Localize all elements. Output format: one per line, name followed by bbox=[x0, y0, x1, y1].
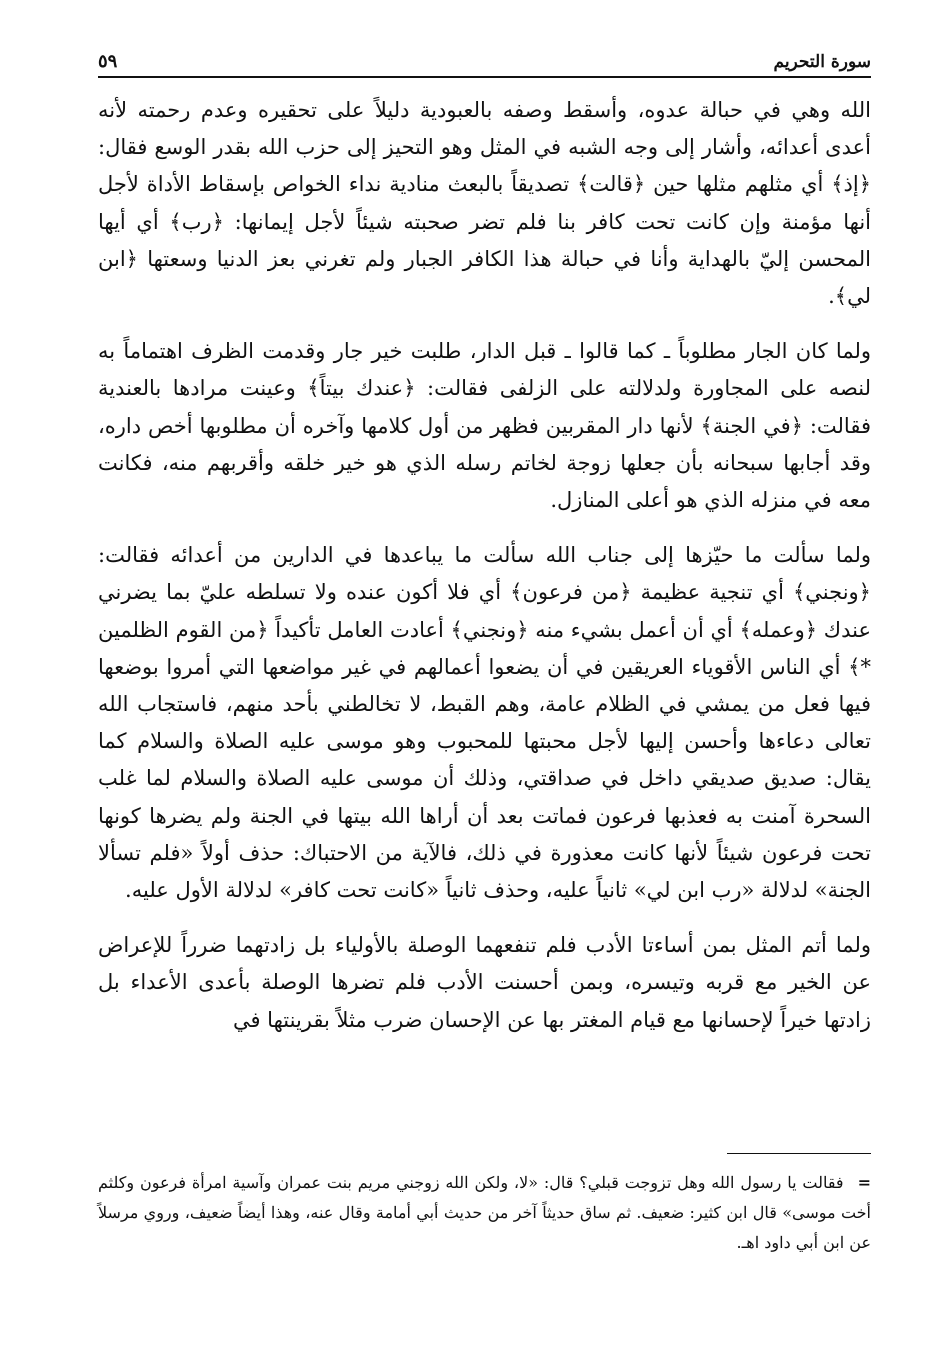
footnote-separator bbox=[727, 1153, 871, 1154]
running-header bbox=[98, 40, 871, 78]
paragraph-2: ولما كان الجار مطلوباً ـ كما قالوا ـ قبل الدار، طلبت خير جار وقدمت الظرف اهتماماً به لنصه على المجاورة ولدلالته على الزلفى فقالت: ﴿عندك بيتاً﴾ وعينت مرادها بالعندية فقالت: ﴿في الجنة﴾ لأنها دار المقربين فظهر من أول كلامها وآخره أن مطلوبها أخص داره، وقد أجابها سبحانه بأن جعلها زوجة لخاتم رسله الذي هو خير خلقه وأقربهم منه، فكانت معه في منزله الذي هو أعلى المنازل. bbox=[98, 339, 871, 513]
paragraph-1: الله وهي في حبالة عدوه، وأسقط وصفه بالعبودية دليلاً على تحقيره وعدم رحمته لأنه أعدى أعدائه، وأشار إلى وجه الشبه في المثل وهو التحيز إلى حزب الله بقدر الوسع فقال: ﴿إذ﴾ أي مثلهم مثلها حين ﴿قالت﴾ تصديقاً بالبعث منادية نداء الخواص بإسقاط الأداة لأجل أنها مؤمنة وإن كانت تحت كافر بنا فلم تضر صحبته شيئاً لأجل إيمانها: ﴿رب﴾ أي أيها المحسن إليّ بالهداية وأنا في حبالة هذا الكافر الجبار ولم تغرني بعز الدنيا وسعتها ﴿ابن لي﴾. bbox=[98, 98, 871, 309]
footnote-continuation-marker: = bbox=[857, 1173, 871, 1192]
page-number: ٥٩ bbox=[98, 51, 118, 72]
surah-title: سورة التحريم bbox=[773, 52, 871, 72]
paragraph-3: ولما سألت ما حيّزها إلى جناب الله سألت ما يباعدها في الدارين من أعدائه فقالت: ﴿ونجني﴾ أي تنجية عظيمة ﴿من فرعون﴾ أي فلا أكون عنده ولا تسلطه عليّ بما يضرني عندك ﴿وعمله﴾ أي أن أعمل بشيء منه ﴿ونجني﴾ أعادت العامل تأكيداً ﴿من القوم الظلمين *﴾ أي الناس الأقوياء العريقين في أن يضعوا أعمالهم في غير مواضعها التي أمروا بوضعها فيها فعل من يمشي في الظلام عامة، وهم القبط، لا تخالطني بأحد منهم، فاستجاب الله تعالى دعاءها وأحسن إليها لأجل محبتها للمحبوب وهو موسى عليه الصلاة والسلام كما يقال: صديق صديقي داخل في صداقتي، وذلك أن موسى عليه الصلاة والسلام لما غلب السحرة آمنت به فعذبها فرعون فماتت بعد أن أراها الله بيتها في الجنة ولم يضرها كونها تحت فرعون شيئاً لأنها كانت معذورة في ذلك، فالآية من الاحتباك: حذف أولاً «فلم تسألا الجنة» لدلالة «رب ابن لي» ثانياً عليه، وحذف ثانياً «كانت تحت كافر» لدلالة الأول عليه. bbox=[98, 543, 871, 903]
main-text bbox=[98, 92, 871, 1039]
footnote-text: فقالت يا رسول الله وهل تزوجت قبلي؟ قال: «لا، ولكن الله زوجني مريم بنت عمران وآسية امرأة فرعون وكلثم أخت موسى» قال ابن كثير: ضعيف. ثم ساق حديثاً آخر من حديث أبي أمامة وقال عنه، وهذا أيضاً ضعيف، وروي مرسلاً عن ابن أبي داود اهـ. bbox=[98, 1173, 871, 1252]
footnote-paragraph bbox=[98, 1168, 871, 1258]
footnote bbox=[98, 1168, 871, 1258]
paragraph-4: ولما أتم المثل بمن أساءتا الأدب فلم تنفعهما الوصلة بالأولياء بل زادتهما ضرراً للإعراض عن الخير مع قربه وتيسره، وبمن أحسنت الأدب فلم تضرها الوصلة بأعدى الأعداء بل زادتها خيراً لإحسانها مع قيام المغتر بها عن الإحسان ضرب مثلاً بقرينتها في bbox=[98, 933, 871, 1032]
